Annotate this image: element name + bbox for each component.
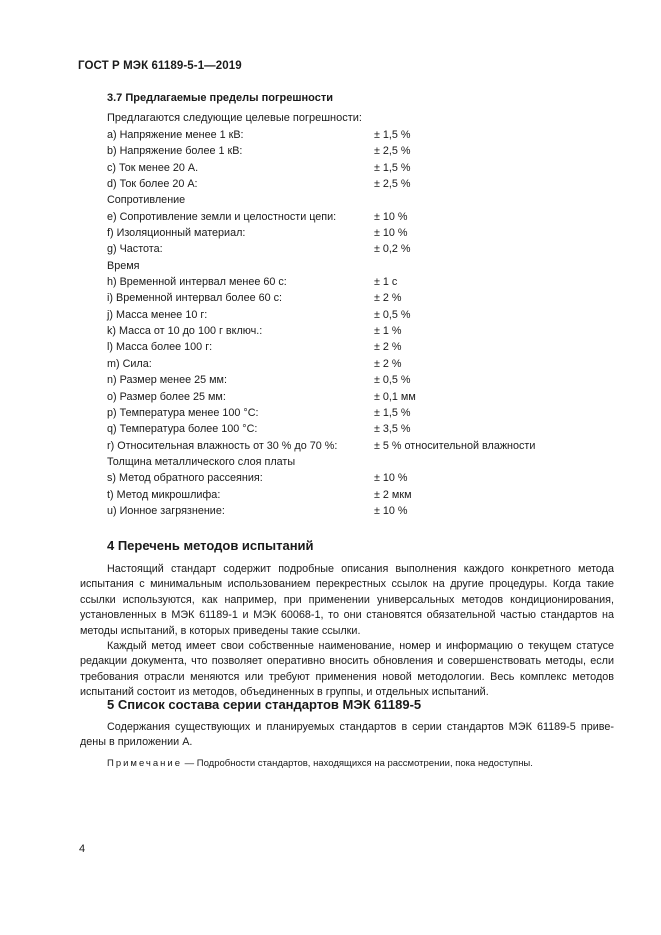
tolerance-label: j) Масса менее 10 г:: [107, 308, 208, 321]
section-4-title: 4 Перечень методов испытаний: [107, 538, 314, 553]
tolerance-label: c) Ток менее 20 А.: [107, 161, 199, 174]
tolerance-item: [107, 225, 527, 241]
tolerance-value: ± 2,5 %: [374, 178, 411, 191]
tolerance-item: [107, 209, 527, 225]
tolerance-value: ± 1 с: [374, 276, 398, 289]
tolerance-label: s) Метод обратного рассеяния:: [107, 472, 263, 485]
tolerance-item: [107, 356, 527, 372]
tolerance-item: [107, 421, 527, 437]
tolerance-label: g) Частота:: [107, 243, 163, 256]
tolerance-value: ± 0,5 %: [374, 374, 411, 387]
tolerance-item: [107, 307, 527, 323]
tolerance-label: a) Напряжение менее 1 кВ:: [107, 129, 244, 141]
tolerance-label: k) Масса от 10 до 100 г включ.:: [107, 325, 263, 338]
section-5-title: 5 Список состава серии стандартов МЭК 61189-5: [107, 697, 422, 712]
document-header: ГОСТ Р МЭК 61189-5-1—2019: [78, 60, 242, 72]
tolerance-item: [107, 389, 527, 405]
tolerance-item: [107, 323, 527, 339]
tolerance-item: [107, 503, 527, 519]
section-3-7-title: 3.7 Предлагаемые пределы погрешности: [107, 92, 334, 104]
tolerance-item: [107, 470, 527, 486]
tolerance-label: i) Временной интервал более 60 с:: [107, 292, 283, 305]
tolerance-value: ± 10 %: [374, 210, 408, 223]
tolerance-label: f) Изоляционный материал:: [107, 227, 246, 240]
section-4-paragraph-1: Настоящий стандарт содержит подробные описания выполнения каждого конкретного метода испытания с минимальным использованием перекрестных ссылок на другие процедуры. Когда такие ссылки используются, как например, при применении универсальных методов кондиционирования, установленных в МЭК 61189-1 и МЭК 60068-1, то они становятся обязательной частью стандартов на методы испытаний, в которых приведены такие ссылки.: [80, 563, 614, 637]
tolerance-label: o) Размер более 25 мм:: [107, 390, 226, 403]
tolerance-item: [107, 372, 527, 388]
tolerance-label: q) Температура более 100 °С:: [107, 423, 258, 436]
tolerance-group-heading: Сопротивление: [107, 194, 186, 207]
section-4-body: [80, 562, 614, 701]
tolerance-label: t) Метод микрошлифа:: [107, 488, 221, 501]
tolerance-value: ± 0,2 %: [374, 243, 411, 256]
tolerance-list: [107, 127, 536, 519]
tolerance-label: n) Размер менее 25 мм:: [107, 374, 227, 387]
tolerance-value: ± 2 мкм: [374, 488, 412, 501]
tolerance-value: ± 2 %: [374, 341, 402, 354]
note-label: Примечание: [107, 758, 182, 769]
tolerance-group-heading: Время: [107, 259, 140, 272]
tolerance-value: ± 10 %: [374, 472, 408, 485]
tolerance-item: [107, 127, 527, 143]
page-number: 4: [79, 843, 86, 855]
tolerance-value: ± 1 %: [374, 325, 402, 338]
tolerance-label: m) Сила:: [107, 357, 152, 370]
tolerance-label: p) Температура менее 100 °С:: [107, 406, 259, 419]
tolerance-label: r) Относительная влажность от 30 % до 70 %:: [107, 439, 338, 452]
tolerance-item: [107, 339, 527, 355]
tolerance-item: [107, 143, 527, 159]
section-5-body: [80, 720, 614, 751]
section-5-paragraph-1: Содержания существующих и планируемых стандартов в серии стандартов МЭК 61189-5 приве-дены в приложении А.: [80, 721, 614, 749]
tolerance-group-heading: Толщина металлического слоя платы: [107, 455, 296, 468]
tolerance-item: [107, 274, 527, 290]
tolerance-label: b) Напряжение более 1 кВ:: [107, 145, 243, 158]
tolerance-value: ± 10 %: [374, 227, 408, 240]
tolerance-value: ± 1,5 %: [374, 129, 411, 141]
note-text: — Подробности стандартов, находящихся на рассмотрении, пока недоступны.: [182, 758, 533, 769]
tolerance-label: u) Ионное загрязнение:: [107, 504, 225, 517]
section-3-7-intro: Предлагаются следующие целевые погрешности:: [107, 112, 362, 124]
tolerance-value: ± 1,5 %: [374, 161, 411, 174]
tolerance-value: ± 3,5 %: [374, 423, 411, 436]
section-4-paragraph-2: Каждый метод имеет свои собственные наименование, номер и информацию о текущем статусе редакции документа, что позволяет оперативно вносить обновления и совершенствовать методы, если требования отрасли меняются или требуют применения новой методологии. Весь комплекс методов испытаний состоит из методов, объединенных в группы, и отдельных испытаний.: [80, 640, 614, 699]
note: [107, 758, 533, 769]
tolerance-value: ± 1,5 %: [374, 406, 411, 419]
tolerance-item: [107, 405, 527, 421]
tolerance-label: e) Сопротивление земли и целостности цепи:: [107, 210, 337, 223]
tolerance-item: [107, 438, 536, 454]
tolerance-item: [107, 176, 527, 192]
tolerance-item: [107, 487, 527, 503]
tolerance-item: [107, 241, 527, 257]
tolerance-value: ± 0,1 мм: [374, 390, 416, 403]
tolerance-value: ± 2,5 %: [374, 145, 411, 158]
tolerance-value: ± 2 %: [374, 357, 402, 370]
tolerance-item: [107, 290, 527, 306]
tolerance-label: h) Временной интервал менее 60 с:: [107, 276, 287, 289]
tolerance-value: ± 10 %: [374, 504, 408, 517]
tolerance-value: ± 0,5 %: [374, 308, 411, 321]
tolerance-item: [107, 160, 527, 176]
tolerance-label: l) Масса более 100 г:: [107, 341, 213, 354]
tolerance-label: d) Ток более 20 А:: [107, 178, 198, 191]
tolerance-value: ± 5 % относительной влажности: [374, 439, 536, 452]
tolerance-value: ± 2 %: [374, 292, 402, 305]
